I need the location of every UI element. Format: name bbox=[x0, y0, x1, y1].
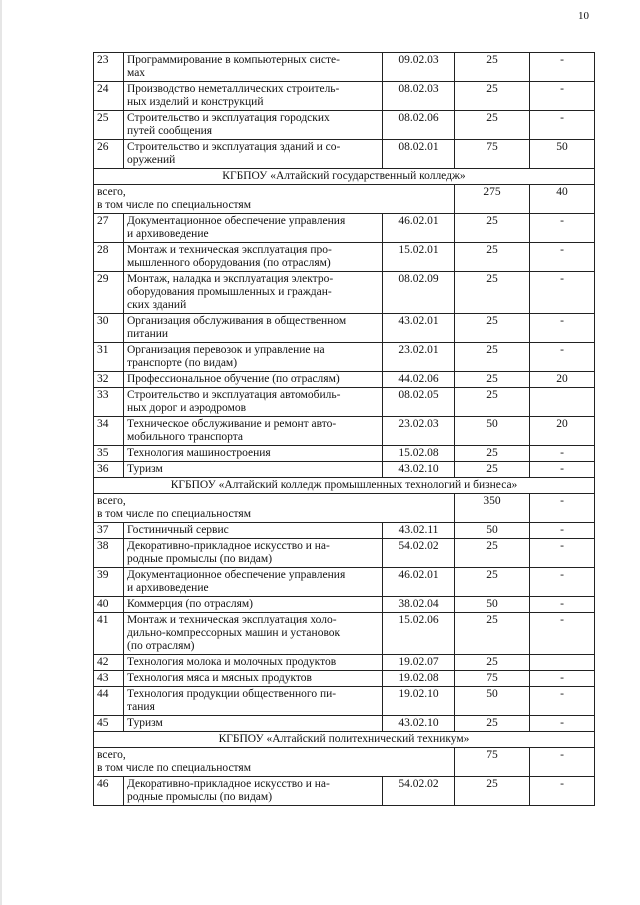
scan-edge bbox=[0, 0, 2, 905]
enrollment-count: 50 bbox=[455, 417, 530, 446]
specialty-code: 19.02.10 bbox=[383, 687, 455, 716]
enrollment-count: 25 bbox=[455, 655, 530, 671]
enrollment-count: 25 bbox=[455, 539, 530, 568]
extra-count: 50 bbox=[530, 140, 595, 169]
row-number: 28 bbox=[94, 243, 124, 272]
specialty-name: Организация перевозок и управление на транспорте (по видам) bbox=[124, 343, 383, 372]
row-number: 23 bbox=[94, 53, 124, 82]
extra-count: - bbox=[530, 462, 595, 478]
specialty-name: Строительство и эксплуатация зданий и со- оружений bbox=[124, 140, 383, 169]
row-number: 39 bbox=[94, 568, 124, 597]
row-number: 25 bbox=[94, 111, 124, 140]
table-row bbox=[94, 655, 595, 671]
specialty-name: Техническое обслуживание и ремонт авто- мобильного транспорта bbox=[124, 417, 383, 446]
extra-count: - bbox=[530, 111, 595, 140]
extra-count: 20 bbox=[530, 372, 595, 388]
specialty-code: 08.02.06 bbox=[383, 111, 455, 140]
table-row bbox=[94, 777, 595, 806]
row-number: 41 bbox=[94, 613, 124, 655]
extra-count bbox=[530, 388, 595, 417]
specialty-name: Декоративно-прикладное искусство и на- родные промыслы (по видам) bbox=[124, 539, 383, 568]
table-row bbox=[94, 417, 595, 446]
enrollment-count: 75 bbox=[455, 140, 530, 169]
table-row bbox=[94, 214, 595, 243]
specialty-name: Строительство и эксплуатация городских путей сообщения bbox=[124, 111, 383, 140]
specialty-name: Профессиональное обучение (по отраслям) bbox=[124, 372, 383, 388]
specialty-name: Организация обслуживания в общественном питании bbox=[124, 314, 383, 343]
enrollment-count: 25 bbox=[455, 777, 530, 806]
specialty-name: Монтаж и техническая эксплуатация холо- дильно-компрессорных машин и установок (по отраслям) bbox=[124, 613, 383, 655]
college-header-row bbox=[94, 732, 595, 748]
specialty-name: Документационное обеспечение управления и архивоведение bbox=[124, 568, 383, 597]
table-row bbox=[94, 343, 595, 372]
specialty-code: 54.02.02 bbox=[383, 777, 455, 806]
extra-count: - bbox=[530, 613, 595, 655]
enrollment-count: 25 bbox=[455, 243, 530, 272]
table-row bbox=[94, 243, 595, 272]
enrollment-count: 25 bbox=[455, 568, 530, 597]
table-row bbox=[94, 314, 595, 343]
specialty-name: Туризм bbox=[124, 462, 383, 478]
specialty-name: Гостиничный сервис bbox=[124, 523, 383, 539]
specialty-code: 08.02.05 bbox=[383, 388, 455, 417]
enrollment-count: 25 bbox=[455, 716, 530, 732]
specialty-code: 19.02.08 bbox=[383, 671, 455, 687]
row-number: 27 bbox=[94, 214, 124, 243]
row-number: 30 bbox=[94, 314, 124, 343]
college-name: КГБПОУ «Алтайский политехнический техникум» bbox=[94, 732, 595, 748]
extra-count: - bbox=[530, 597, 595, 613]
enrollment-count: 25 bbox=[455, 372, 530, 388]
total-count: 350 bbox=[455, 494, 530, 523]
table-row bbox=[94, 671, 595, 687]
extra-count: - bbox=[530, 446, 595, 462]
total-count: 275 bbox=[455, 185, 530, 214]
table-row bbox=[94, 372, 595, 388]
specialty-name: Технология машиностроения bbox=[124, 446, 383, 462]
specialty-code: 23.02.01 bbox=[383, 343, 455, 372]
enrollment-count: 50 bbox=[455, 597, 530, 613]
total-extra-count: 40 bbox=[530, 185, 595, 214]
extra-count: - bbox=[530, 343, 595, 372]
row-number: 37 bbox=[94, 523, 124, 539]
specialty-code: 15.02.06 bbox=[383, 613, 455, 655]
page-number: 10 bbox=[578, 10, 589, 22]
row-number: 34 bbox=[94, 417, 124, 446]
row-number: 33 bbox=[94, 388, 124, 417]
extra-count: - bbox=[530, 539, 595, 568]
row-number: 32 bbox=[94, 372, 124, 388]
extra-count: - bbox=[530, 53, 595, 82]
specialty-name: Монтаж, наладка и эксплуатация электро- оборудования промышленных и граждан- ских зданий bbox=[124, 272, 383, 314]
specialty-code: 08.02.09 bbox=[383, 272, 455, 314]
specialty-code: 54.02.02 bbox=[383, 539, 455, 568]
specialty-code: 43.02.11 bbox=[383, 523, 455, 539]
enrollment-count: 50 bbox=[455, 523, 530, 539]
total-label: всего, в том числе по специальностям bbox=[94, 185, 455, 214]
enrollment-count: 25 bbox=[455, 462, 530, 478]
college-name: КГБПОУ «Алтайский государственный колледж» bbox=[94, 169, 595, 185]
row-number: 26 bbox=[94, 140, 124, 169]
table-row bbox=[94, 539, 595, 568]
total-label: всего, в том числе по специальностям bbox=[94, 748, 455, 777]
specialty-code: 08.02.01 bbox=[383, 140, 455, 169]
specialties-table bbox=[93, 52, 595, 806]
table-row bbox=[94, 613, 595, 655]
row-number: 29 bbox=[94, 272, 124, 314]
table-row bbox=[94, 462, 595, 478]
specialty-name: Декоративно-прикладное искусство и на- родные промыслы (по видам) bbox=[124, 777, 383, 806]
college-name: КГБПОУ «Алтайский колледж промышленных технологий и бизнеса» bbox=[94, 478, 595, 494]
total-row bbox=[94, 185, 595, 214]
row-number: 42 bbox=[94, 655, 124, 671]
specialty-name: Туризм bbox=[124, 716, 383, 732]
specialty-code: 15.02.01 bbox=[383, 243, 455, 272]
specialty-code: 46.02.01 bbox=[383, 568, 455, 597]
specialty-code: 08.02.03 bbox=[383, 82, 455, 111]
table-row bbox=[94, 597, 595, 613]
extra-count bbox=[530, 655, 595, 671]
specialty-code: 46.02.01 bbox=[383, 214, 455, 243]
row-number: 24 bbox=[94, 82, 124, 111]
table-row bbox=[94, 568, 595, 597]
enrollment-count: 25 bbox=[455, 446, 530, 462]
specialty-name: Программирование в компьютерных систе- мах bbox=[124, 53, 383, 82]
extra-count: - bbox=[530, 314, 595, 343]
table-row bbox=[94, 140, 595, 169]
specialty-code: 09.02.03 bbox=[383, 53, 455, 82]
extra-count: - bbox=[530, 687, 595, 716]
row-number: 31 bbox=[94, 343, 124, 372]
extra-count: 20 bbox=[530, 417, 595, 446]
table-row bbox=[94, 523, 595, 539]
table-row bbox=[94, 687, 595, 716]
specialty-code: 23.02.03 bbox=[383, 417, 455, 446]
extra-count: - bbox=[530, 716, 595, 732]
specialty-code: 43.02.10 bbox=[383, 716, 455, 732]
enrollment-count: 25 bbox=[455, 314, 530, 343]
enrollment-count: 25 bbox=[455, 613, 530, 655]
table-row bbox=[94, 82, 595, 111]
specialty-code: 38.02.04 bbox=[383, 597, 455, 613]
specialty-name: Монтаж и техническая эксплуатация про- мышленного оборудования (по отраслям) bbox=[124, 243, 383, 272]
row-number: 45 bbox=[94, 716, 124, 732]
table-row bbox=[94, 388, 595, 417]
extra-count: - bbox=[530, 243, 595, 272]
table-row bbox=[94, 53, 595, 82]
enrollment-count: 25 bbox=[455, 111, 530, 140]
table-row bbox=[94, 272, 595, 314]
specialty-name: Технология молока и молочных продуктов bbox=[124, 655, 383, 671]
table-row bbox=[94, 111, 595, 140]
row-number: 44 bbox=[94, 687, 124, 716]
enrollment-count: 25 bbox=[455, 214, 530, 243]
enrollment-count: 25 bbox=[455, 82, 530, 111]
specialty-name: Производство неметаллических строитель- ных изделий и конструкций bbox=[124, 82, 383, 111]
extra-count: - bbox=[530, 568, 595, 597]
specialty-code: 44.02.06 bbox=[383, 372, 455, 388]
enrollment-count: 75 bbox=[455, 671, 530, 687]
total-count: 75 bbox=[455, 748, 530, 777]
extra-count: - bbox=[530, 214, 595, 243]
total-row bbox=[94, 494, 595, 523]
enrollment-count: 25 bbox=[455, 272, 530, 314]
table-row bbox=[94, 446, 595, 462]
total-label: всего, в том числе по специальностям bbox=[94, 494, 455, 523]
row-number: 43 bbox=[94, 671, 124, 687]
row-number: 40 bbox=[94, 597, 124, 613]
table-row bbox=[94, 716, 595, 732]
enrollment-count: 25 bbox=[455, 53, 530, 82]
extra-count: - bbox=[530, 671, 595, 687]
specialty-name: Строительство и эксплуатация автомобиль- ных дорог и аэродромов bbox=[124, 388, 383, 417]
enrollment-count: 25 bbox=[455, 388, 530, 417]
college-header-row bbox=[94, 478, 595, 494]
enrollment-count: 25 bbox=[455, 343, 530, 372]
specialty-code: 19.02.07 bbox=[383, 655, 455, 671]
row-number: 36 bbox=[94, 462, 124, 478]
specialty-name: Коммерция (по отраслям) bbox=[124, 597, 383, 613]
extra-count: - bbox=[530, 272, 595, 314]
specialty-name: Технология мяса и мясных продуктов bbox=[124, 671, 383, 687]
specialty-code: 43.02.01 bbox=[383, 314, 455, 343]
row-number: 38 bbox=[94, 539, 124, 568]
college-header-row bbox=[94, 169, 595, 185]
specialty-code: 15.02.08 bbox=[383, 446, 455, 462]
total-extra-count: - bbox=[530, 494, 595, 523]
enrollment-count: 50 bbox=[455, 687, 530, 716]
row-number: 46 bbox=[94, 777, 124, 806]
extra-count: - bbox=[530, 82, 595, 111]
total-extra-count: - bbox=[530, 748, 595, 777]
specialty-code: 43.02.10 bbox=[383, 462, 455, 478]
extra-count: - bbox=[530, 777, 595, 806]
total-row bbox=[94, 748, 595, 777]
specialty-name: Документационное обеспечение управления и архивоведение bbox=[124, 214, 383, 243]
row-number: 35 bbox=[94, 446, 124, 462]
specialty-name: Технология продукции общественного пи- тания bbox=[124, 687, 383, 716]
extra-count: - bbox=[530, 523, 595, 539]
